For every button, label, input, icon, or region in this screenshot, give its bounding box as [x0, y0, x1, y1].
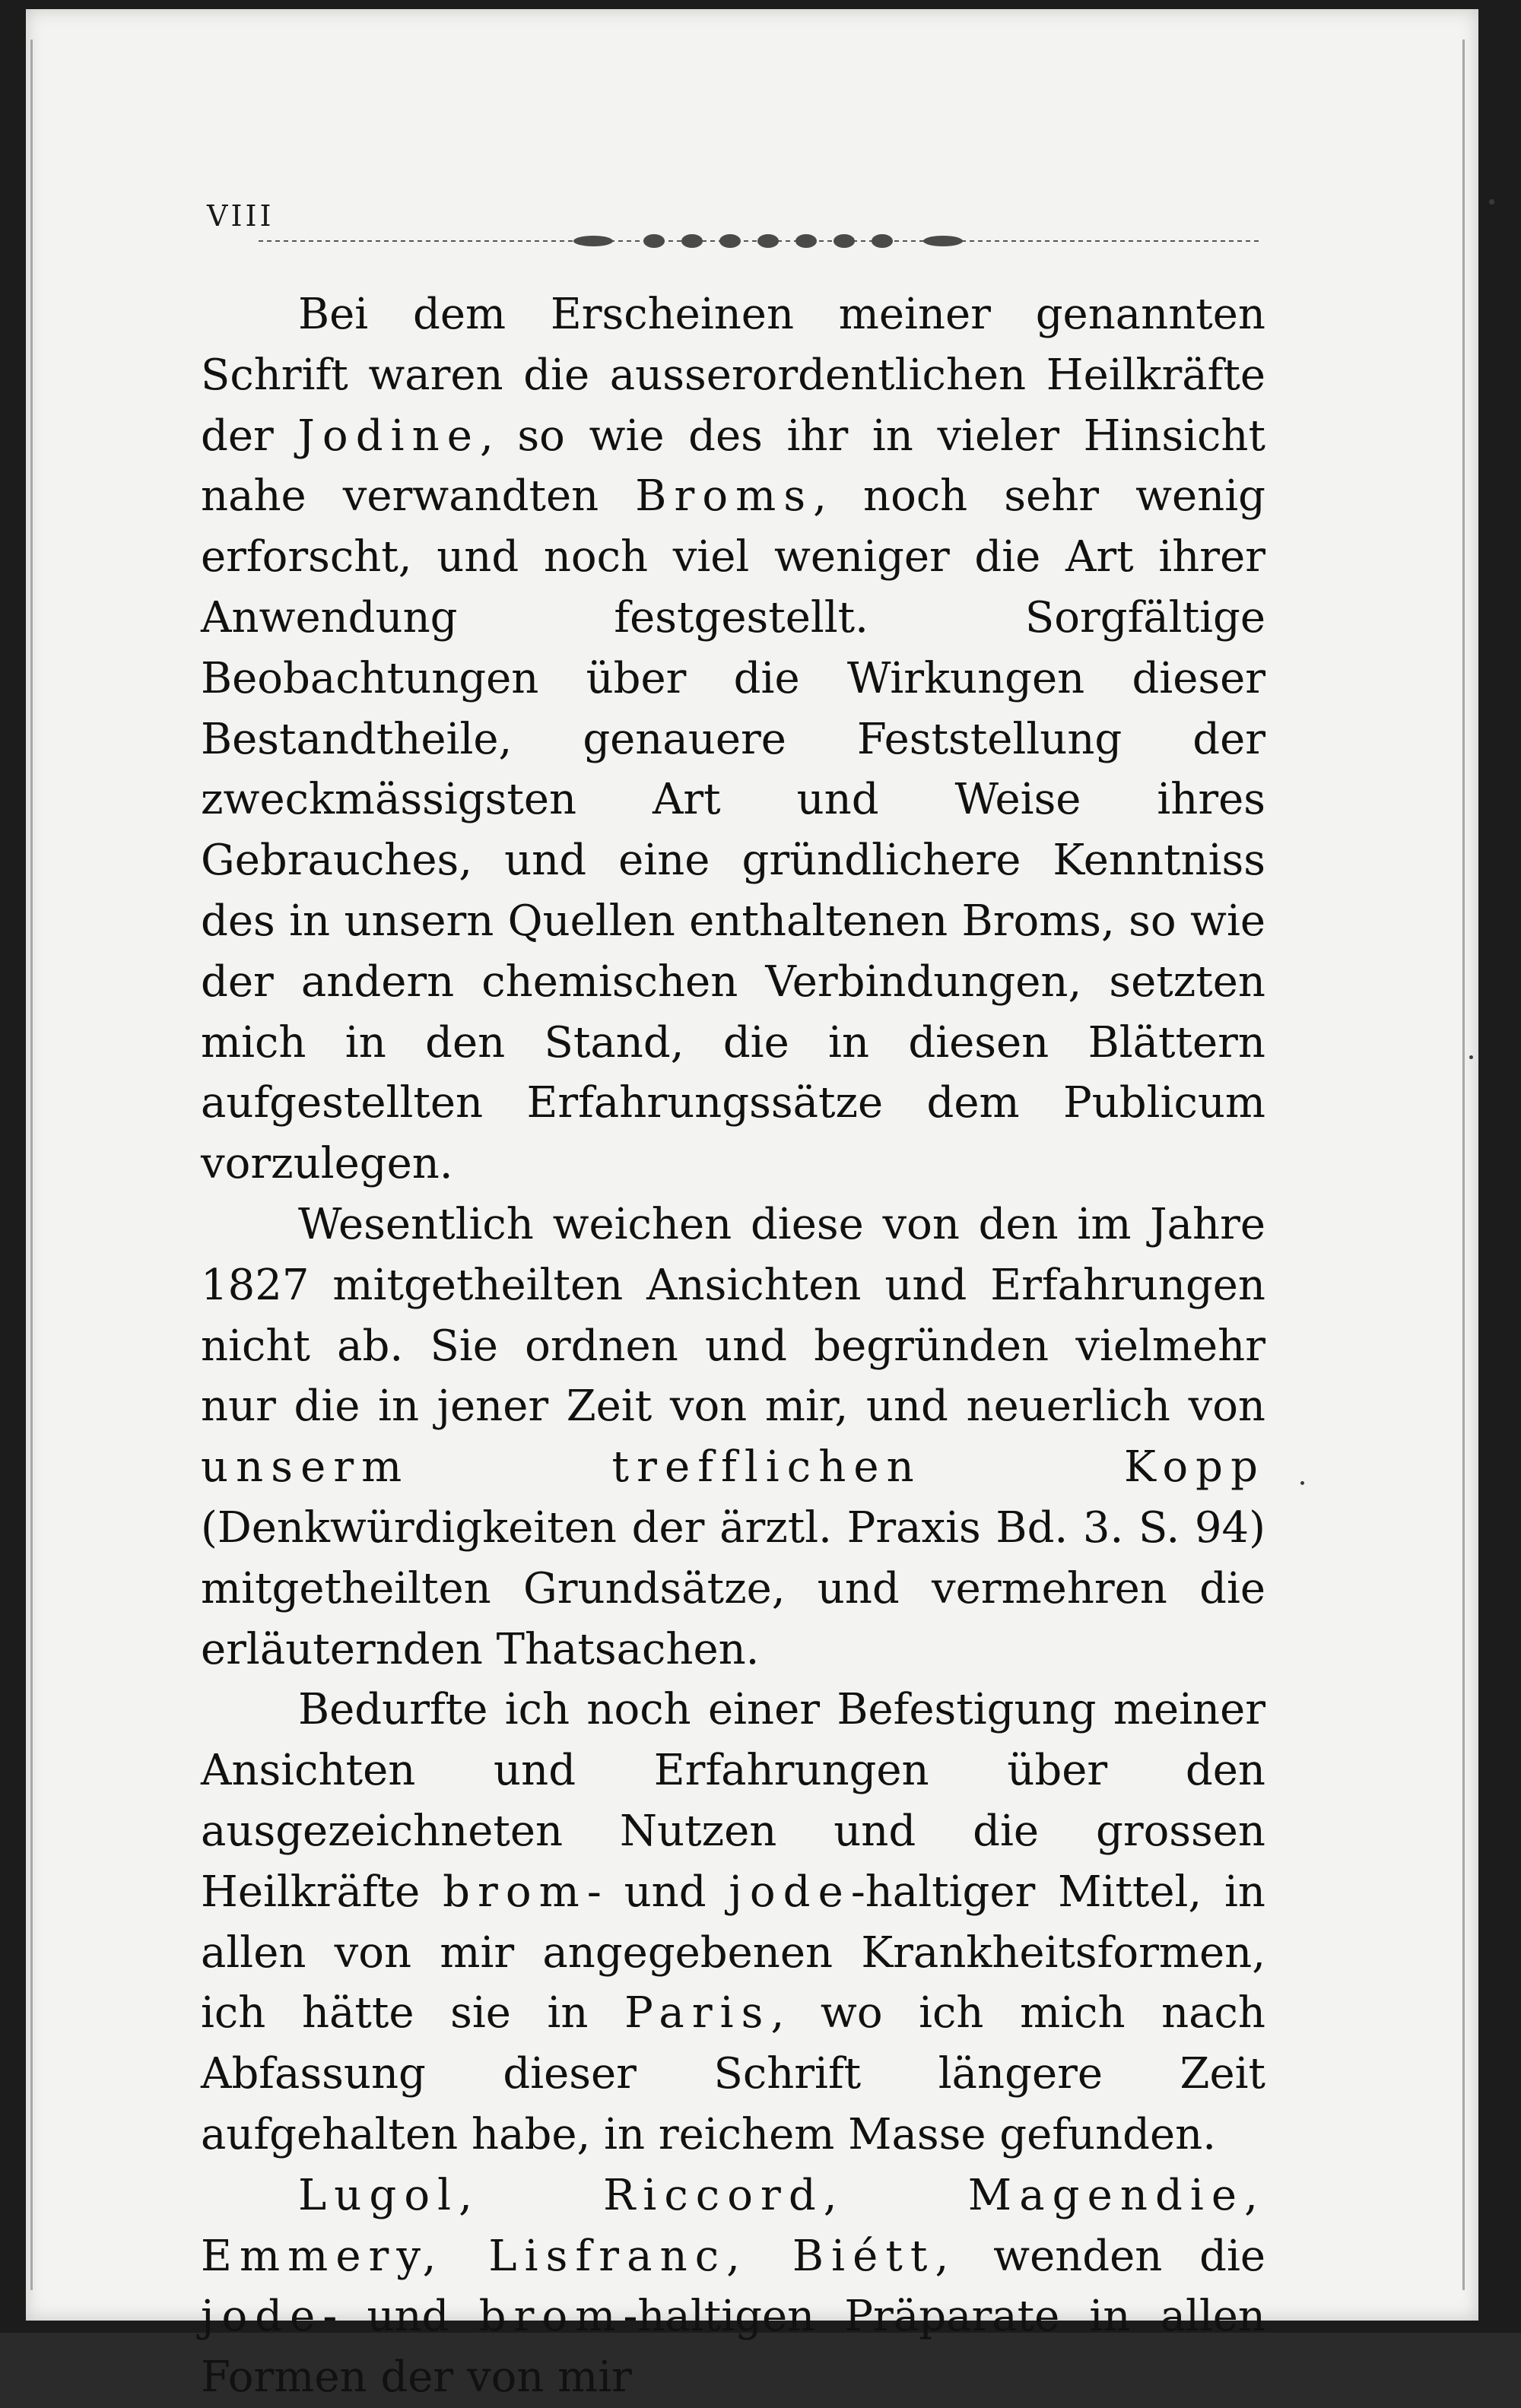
text-run: -haltigen Präparate in allen Formen der von mir: [201, 2292, 1265, 2403]
scan-speck: [1489, 199, 1494, 205]
spaced-emphasis-text: Lugol, Riccord, Magendie, Emmery, Lisfranc, Biétt,: [201, 2170, 1265, 2281]
text-run: Bei dem Erscheinen meiner genannten Schrift waren die ausserordentlichen Heilkräfte der: [201, 290, 1265, 461]
spaced-emphasis-text: brom: [478, 2292, 624, 2342]
scan-speck: [1469, 1055, 1473, 1059]
scan-speck: [1300, 1481, 1304, 1485]
spaced-emphasis-text: Paris: [624, 1988, 771, 2038]
paragraph: [201, 1680, 1265, 2165]
body-text: [201, 284, 1265, 2408]
paragraph: [201, 284, 1265, 1194]
text-run: (Denkwürdigkeiten der ärztl. Praxis Bd. 3. S. 94) mitgetheilten Grundsätze, und vermehren die erläuternden Thatsachen.: [201, 1502, 1265, 1674]
page-left-edge: [30, 40, 33, 2290]
spaced-emphasis-text: jode: [201, 2292, 323, 2342]
spaced-emphasis-text: Jodine: [297, 411, 480, 461]
text-run: Bedurfte ich noch einer Befestigung meiner Ansichten und Erfahrungen über den ausgezeichneten Nutzen und die grossen Heilkräfte: [201, 1685, 1265, 1917]
paragraph: [201, 1194, 1265, 1680]
spaced-emphasis-text: Broms: [635, 471, 814, 522]
spaced-emphasis-text: brom: [443, 1867, 587, 1917]
text-run: , wo ich mich nach Abfassung dieser Schrift längere Zeit aufgehalten habe, in reichem Masse gefunden.: [201, 1988, 1265, 2159]
text-run: -haltiger Mittel, in allen von mir angegebenen Krankheitsformen, ich hätte sie in: [201, 1867, 1266, 2038]
spaced-emphasis-text: unserm trefflichen Kopp: [201, 1442, 1265, 1493]
ornamental-rule: [259, 233, 1262, 249]
text-run: Wesentlich weichen diese von den im Jahre 1827 mitgetheilten Ansichten und Erfahrungen nicht ab. Sie ordnen und begründen vielmehr nur die in jener Zeit von mir, und neuerlich von: [201, 1199, 1265, 1432]
text-run: , noch sehr wenig erforscht, und noch viel weniger die Art ihrer Anwendung festgestellt. Sorgfältige Beobachtungen über die Wirkungen dieser Bestandtheile, genauere Feststellung der zweckmässigsten Art und Weise ihres Gebrauches, und eine gründlichere Kenntniss des in unsern Quellen enthaltenen Broms, so wie der andern chemischen Verbindungen, setzten mich in den Stand, die in diesen Blättern aufgestellten Erfahrungssätze dem Publicum vorzulegen.: [201, 471, 1265, 1189]
text-run: wenden die: [956, 2231, 1265, 2281]
text-run: - und: [322, 2292, 479, 2342]
page-number: VIII: [207, 199, 275, 233]
paragraph: [201, 2165, 1265, 2408]
page-right-edge: [1462, 40, 1465, 2290]
text-run: - und: [586, 1867, 729, 1917]
text-run: , so wie des ihr in vieler Hinsicht nahe verwandten: [201, 411, 1265, 522]
spaced-emphasis-text: jode: [729, 1867, 851, 1917]
